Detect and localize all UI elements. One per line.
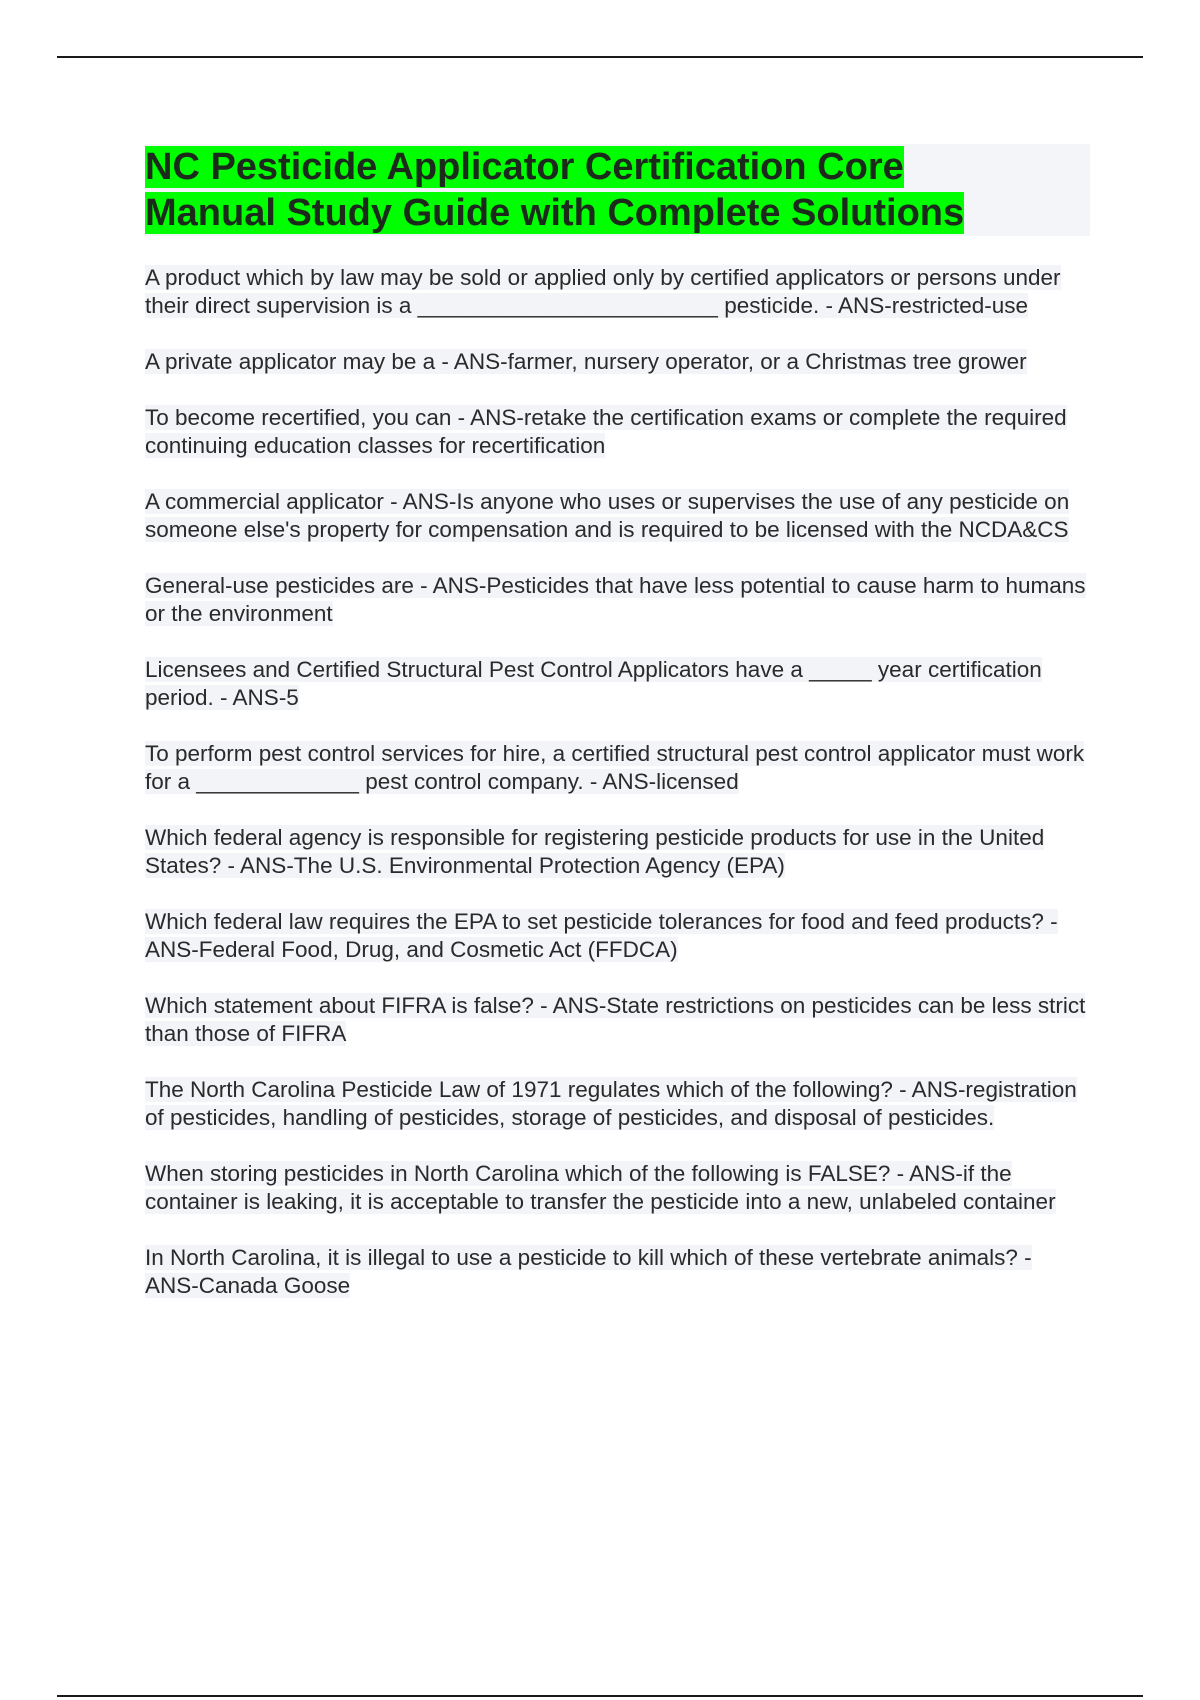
qa-item [145, 656, 1090, 712]
title-block [145, 144, 1090, 236]
header-rule [57, 56, 1143, 58]
qa-text: To perform pest control services for hire, a certified structural pest control applicator must work for a _____________ pest control company. - ANS-licensed [145, 741, 1085, 794]
qa-item [145, 1160, 1090, 1216]
qa-item [145, 1244, 1090, 1300]
document-body [145, 144, 1090, 1328]
qa-text: The North Carolina Pesticide Law of 1971 regulates which of the following? - ANS-registration of pesticides, handling of pesticides, storage of pesticides, and disposal of pesticides. [145, 1077, 1077, 1130]
qa-item [145, 264, 1090, 320]
qa-item [145, 992, 1090, 1048]
title-line-2: Manual Study Guide with Complete Solutions [145, 192, 965, 234]
qa-item [145, 824, 1090, 880]
qa-item [145, 348, 1090, 376]
qa-item [145, 488, 1090, 544]
qa-text: A commercial applicator - ANS-Is anyone who uses or supervises the use of any pesticide on someone else's property for compensation and is required to be licensed with the NCDA&CS [145, 489, 1070, 542]
qa-text: Which federal agency is responsible for registering pesticide products for use in the United States? - ANS-The U.S. Environmental Protection Agency (EPA) [145, 825, 1045, 878]
qa-text: Which federal law requires the EPA to set pesticide tolerances for food and feed products? - ANS-Federal Food, Drug, and Cosmetic Act (FFDCA) [145, 909, 1058, 962]
qa-text: To become recertified, you can - ANS-retake the certification exams or complete the required continuing education classes for recertification [145, 405, 1067, 458]
qa-text: General-use pesticides are - ANS-Pesticides that have less potential to cause harm to humans or the environment [145, 573, 1086, 626]
qa-item [145, 1076, 1090, 1132]
qa-text: In North Carolina, it is illegal to use a pesticide to kill which of these vertebrate animals? - ANS-Canada Goose [145, 1245, 1032, 1298]
qa-text: Which statement about FIFRA is false? - ANS-State restrictions on pesticides can be less strict than those of FIFRA [145, 993, 1086, 1046]
qa-item [145, 740, 1090, 796]
footer-rule [57, 1695, 1143, 1697]
qa-text: A product which by law may be sold or applied only by certified applicators or persons under their direct supervision is a ________________________ pesticide. - ANS-restricted-use [145, 265, 1061, 318]
qa-text: When storing pesticides in North Carolina which of the following is FALSE? - ANS-if the container is leaking, it is acceptable to transfer the pesticide into a new, unlabeled container [145, 1161, 1056, 1214]
qa-text: Licensees and Certified Structural Pest Control Applicators have a _____ year certification period. - ANS-5 [145, 657, 1042, 710]
title-line-1: NC Pesticide Applicator Certification Core [145, 146, 904, 188]
qa-item [145, 908, 1090, 964]
qa-item [145, 404, 1090, 460]
qa-text: A private applicator may be a - ANS-farmer, nursery operator, or a Christmas tree grower [145, 349, 1027, 374]
document-title [145, 144, 1090, 236]
qa-item [145, 572, 1090, 628]
